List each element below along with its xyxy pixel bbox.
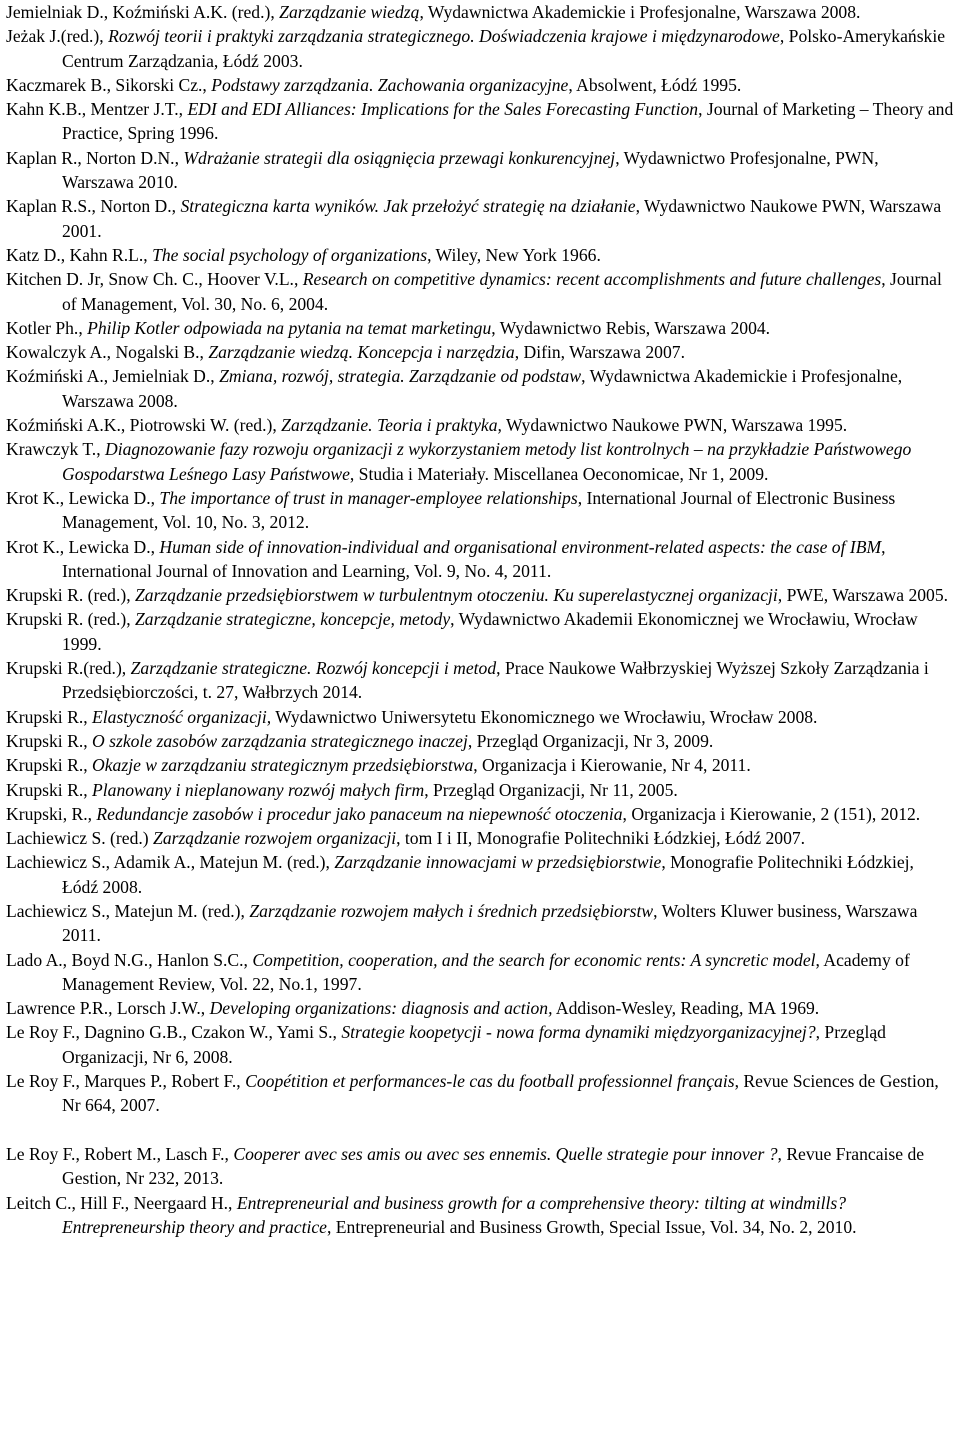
reference-text: Katz D., Kahn R.L.,: [6, 244, 153, 265]
reference-text: , Wolters Kluwer business, Warszawa 2011.: [62, 900, 918, 946]
reference-title: Cooperer avec ses amis ou avec ses ennemis. Quelle strategie pour innover ?: [233, 1143, 778, 1164]
reference-entry: [6, 194, 954, 243]
reference-entry: [6, 583, 954, 607]
reference-entry: [6, 437, 954, 486]
reference-entry: [6, 1191, 954, 1240]
reference-entry: [6, 607, 954, 656]
reference-title: Entrepreneurial and business growth for a comprehensive theory: tilting at windmills? Entrepreneurship theory and practice: [62, 1192, 847, 1237]
reference-text: Jeżak J.(red.),: [6, 26, 109, 47]
reference-text: Kotler Ph.,: [6, 317, 88, 338]
reference-text: , Przegląd Organizacji, Nr 3, 2009.: [467, 730, 714, 751]
reference-text: , Wydawnictwo Akademii Ekonomicznej we Wrocławiu, Wrocław 1999.: [62, 609, 918, 654]
reference-entry: [6, 267, 954, 316]
reference-text: , Prace Naukowe Wałbrzyskiej Wyższej Szkoły Zarządzania i Przedsiębiorczości, t. 27, Wałbrzych 2014.: [62, 658, 929, 703]
reference-title: Zarządzanie strategiczne, koncepcje, metody: [135, 609, 451, 630]
reference-text: Kaczmarek B., Sikorski Cz.,: [6, 74, 212, 95]
reference-text: Lachiewicz S. (red.): [6, 828, 154, 849]
reference-entry: [6, 24, 954, 73]
reference-entry: [6, 996, 954, 1020]
reference-title: Research on competitive dynamics: recent accomplishments and future challenges: [302, 269, 882, 290]
reference-text: , Przegląd Organizacji, Nr 6, 2008.: [62, 1022, 886, 1067]
reference-title: Philip Kotler odpowiada na pytania na temat marketingu: [87, 317, 492, 338]
reference-title: Developing organizations: diagnosis and action,: [209, 998, 553, 1019]
reference-title: Coopétition et performances-le cas du football professionnel français: [245, 1071, 735, 1092]
reference-text: Kaplan R.S., Norton D.,: [6, 196, 181, 217]
reference-text: Kowalczyk A., Nogalski B.,: [6, 342, 209, 363]
reference-text: Lachiewicz S., Adamik A., Matejun M. (red.),: [6, 852, 335, 873]
reference-title: Redundancje zasobów i procedur jako panaceum na niepewność otoczenia: [96, 803, 623, 824]
reference-text: Kaplan R., Norton D.N.,: [6, 147, 184, 168]
reference-entry: [6, 73, 954, 97]
reference-text: Koźmiński A.K., Piotrowski W. (red.),: [6, 415, 282, 436]
reference-entry: [6, 316, 954, 340]
reference-text: Krupski R. (red.),: [6, 609, 135, 630]
reference-text: , Wydawnictwo Profesjonalne, PWN, Warszawa 2010.: [62, 147, 879, 193]
reference-text: Lawrence P.R., Lorsch J.W.,: [6, 998, 210, 1019]
reference-text: , Polsko-Amerykańskie Centrum Zarządzania, Łódź 2003.: [62, 26, 946, 71]
reference-text: Krupski R.,: [6, 706, 93, 727]
reference-title: Strategiczna karta wyników. Jak przełożyć strategię na działanie: [180, 196, 636, 217]
reference-title: Competition, cooperation, and the search for economic rents: A syncretic model: [252, 949, 816, 970]
reference-text: Krupski R.,: [6, 730, 93, 751]
reference-text: , Organizacja i Kierowanie, 2 (151), 2012.: [622, 803, 921, 824]
reference-title: Zarządzanie rozwojem organizacji: [153, 828, 397, 849]
reference-entry: [6, 486, 954, 535]
reference-text: PWE, Warszawa 2005.: [782, 585, 949, 606]
reference-text: Wydawnictwo Uniwersytetu Ekonomicznego we Wrocławiu, Wrocław 2008.: [271, 706, 818, 727]
reference-title: Elastyczność organizacji,: [92, 706, 272, 727]
reference-entry: [6, 97, 954, 146]
reference-text: , Wydawnictwa Akademickie i Profesjonalne, Warszawa 2008.: [62, 366, 903, 411]
reference-text: , Przegląd Organizacji, Nr 11, 2005.: [424, 779, 678, 800]
reference-title: Zarządzanie. Teoria i praktyka,: [281, 415, 502, 436]
reference-title: O szkole zasobów zarządzania strategicznego inaczej: [92, 730, 468, 751]
reference-entry: [6, 729, 954, 753]
reference-text: Krawczyk T.,: [6, 439, 106, 460]
reference-text: Krupski R.(red.),: [6, 658, 131, 679]
reference-title: EDI and EDI Alliances: Implications for the Sales Forecasting Function: [187, 99, 699, 120]
reference-text: Leitch C., Hill F., Neergaard H.,: [6, 1192, 237, 1213]
reference-text: , tom I i II, Monografie Politechniki Łódzkiej, Łódź 2007.: [396, 828, 806, 849]
reference-entry: [6, 535, 954, 584]
reference-text: Lado A., Boyd N.G., Hanlon S.C.,: [6, 949, 253, 970]
reference-text: , Revue Francaise de Gestion, Nr 232, 2013.: [62, 1143, 925, 1189]
reference-title: Strategie koopetycji - nowa forma dynamiki międzyorganizacyjnej?: [341, 1022, 816, 1043]
reference-entry: [6, 656, 954, 705]
reference-text: Krupski, R.,: [6, 803, 97, 824]
reference-title: The social psychology of organizations: [152, 244, 428, 265]
reference-entry: [6, 899, 954, 948]
reference-entry: [6, 850, 954, 899]
reference-entry: [6, 0, 954, 24]
reference-title: Zarządzanie wiedzą. Koncepcja i narzędzia: [208, 342, 515, 363]
reference-entry: [6, 1142, 954, 1191]
reference-entry: [6, 1020, 954, 1069]
reference-text: Addison-Wesley, Reading, MA 1969.: [552, 998, 820, 1019]
reference-text: Krot K., Lewicka D.,: [6, 536, 160, 557]
reference-title: Zarządzanie wiedzą: [279, 2, 420, 22]
reference-text: Krot K., Lewicka D.,: [6, 487, 160, 508]
reference-entry: [6, 705, 954, 729]
reference-list: [6, 0, 954, 1239]
reference-entry: [6, 753, 954, 777]
reference-text: Le Roy F., Dagnino G.B., Czakon W., Yami S.,: [6, 1022, 342, 1043]
reference-title: Okazje w zarządzaniu strategicznym przedsiębiorstwa: [92, 755, 474, 776]
reference-title: Wdrażanie strategii dla osiągnięcia przewagi konkurencyjnej: [183, 147, 616, 168]
reference-text: Wydawnictwo Naukowe PWN, Warszawa 1995.: [501, 415, 848, 436]
reference-entry: [6, 243, 954, 267]
reference-text: Krupski R. (red.),: [6, 585, 135, 606]
reference-entry: [6, 146, 954, 195]
reference-title: Diagnozowanie fazy rozwoju organizacji z wykorzystaniem metody list kontrolnych – na przykładzie Państwowego Gospodarstwa Leśnego Lasy Państwowe: [62, 439, 912, 484]
reference-title: Human side of innovation-individual and organisational environment-related aspects: the case of IBM: [159, 536, 882, 557]
reference-text: Kahn K.B., Mentzer J.T.,: [6, 99, 188, 120]
reference-entry: [6, 364, 954, 413]
reference-text: , Wydawnictwo Naukowe PWN, Warszawa 2001.: [62, 196, 942, 241]
reference-text: Koźmiński A., Jemielniak D.,: [6, 366, 220, 387]
reference-title: Zarządzanie przedsiębiorstwem w turbulentnym otoczeniu. Ku superelastycznej organizacji,: [135, 585, 783, 606]
reference-entry: [6, 802, 954, 826]
reference-text: Le Roy F., Marques P., Robert F.,: [6, 1071, 246, 1092]
reference-title: Zmiana, rozwój, strategia. Zarządzanie od podstaw: [219, 366, 582, 387]
reference-entry: [6, 340, 954, 364]
reference-text: , Studia i Materiały. Miscellanea Oeconomicae, Nr 1, 2009.: [349, 463, 769, 484]
reference-text: Krupski R.,: [6, 755, 93, 776]
reference-text: , Organizacja i Kierowanie, Nr 4, 2011.: [473, 755, 751, 776]
reference-text: , Entrepreneurial and Business Growth, Special Issue, Vol. 34, No. 2, 2010.: [327, 1216, 857, 1237]
reference-text: Lachiewicz S., Matejun M. (red.),: [6, 900, 250, 921]
reference-text: , International Journal of Innovation and Learning, Vol. 9, No. 4, 2011.: [62, 536, 886, 581]
reference-title: Rozwój teorii i praktyki zarządzania strategicznego. Doświadczenia krajowe i międzynarodowe: [108, 26, 780, 47]
reference-title: Zarządzanie innowacjami w przedsiębiorstwie: [334, 852, 662, 873]
reference-entry: [6, 826, 954, 850]
reference-text: , Absolwent, Łódź 1995.: [568, 74, 742, 95]
reference-text: Krupski R.,: [6, 779, 93, 800]
reference-entry: [6, 1069, 954, 1118]
reference-text: Kitchen D. Jr, Snow Ch. C., Hoover V.L.,: [6, 269, 303, 290]
reference-text: , Revue Sciences de Gestion, Nr 664, 2007.: [62, 1071, 939, 1116]
reference-text: , Journal of Management, Vol. 30, No. 6, 2004.: [62, 269, 942, 314]
reference-text: Jemielniak D., Koźmiński A.K. (red.),: [6, 2, 280, 22]
reference-title: Zarządzanie strategiczne. Rozwój koncepcji i metod: [130, 658, 497, 679]
reference-text: , Monografie Politechniki Łódzkiej, Łódź 2008.: [62, 852, 914, 897]
reference-text: , Journal of Marketing – Theory and Practice, Spring 1996.: [62, 99, 954, 144]
reference-entry: [6, 778, 954, 802]
reference-title: Planowany i nieplanowany rozwój małych firm: [92, 779, 425, 800]
reference-text: Le Roy F., Robert M., Lasch F.,: [6, 1143, 234, 1164]
reference-text: , Difin, Warszawa 2007.: [514, 342, 685, 363]
reference-title: The importance of trust in manager-employee relationships: [159, 487, 578, 508]
reference-text: , Wydawnictwa Akademickie i Profesjonalne, Warszawa 2008.: [419, 2, 861, 22]
reference-text: , International Journal of Electronic Business Management, Vol. 10, No. 3, 2012.: [62, 487, 896, 533]
reference-entry: [6, 413, 954, 437]
reference-text: , Wiley, New York 1966.: [427, 244, 601, 265]
reference-text: , Academy of Management Review, Vol. 22, No.1, 1997.: [62, 949, 910, 994]
reference-title: Podstawy zarządzania. Zachowania organizacyjne: [211, 74, 569, 95]
reference-title: Zarządzanie rozwojem małych i średnich przedsiębiorstw: [249, 900, 654, 921]
reference-text: , Wydawnictwo Rebis, Warszawa 2004.: [491, 317, 771, 338]
reference-entry: [6, 948, 954, 997]
